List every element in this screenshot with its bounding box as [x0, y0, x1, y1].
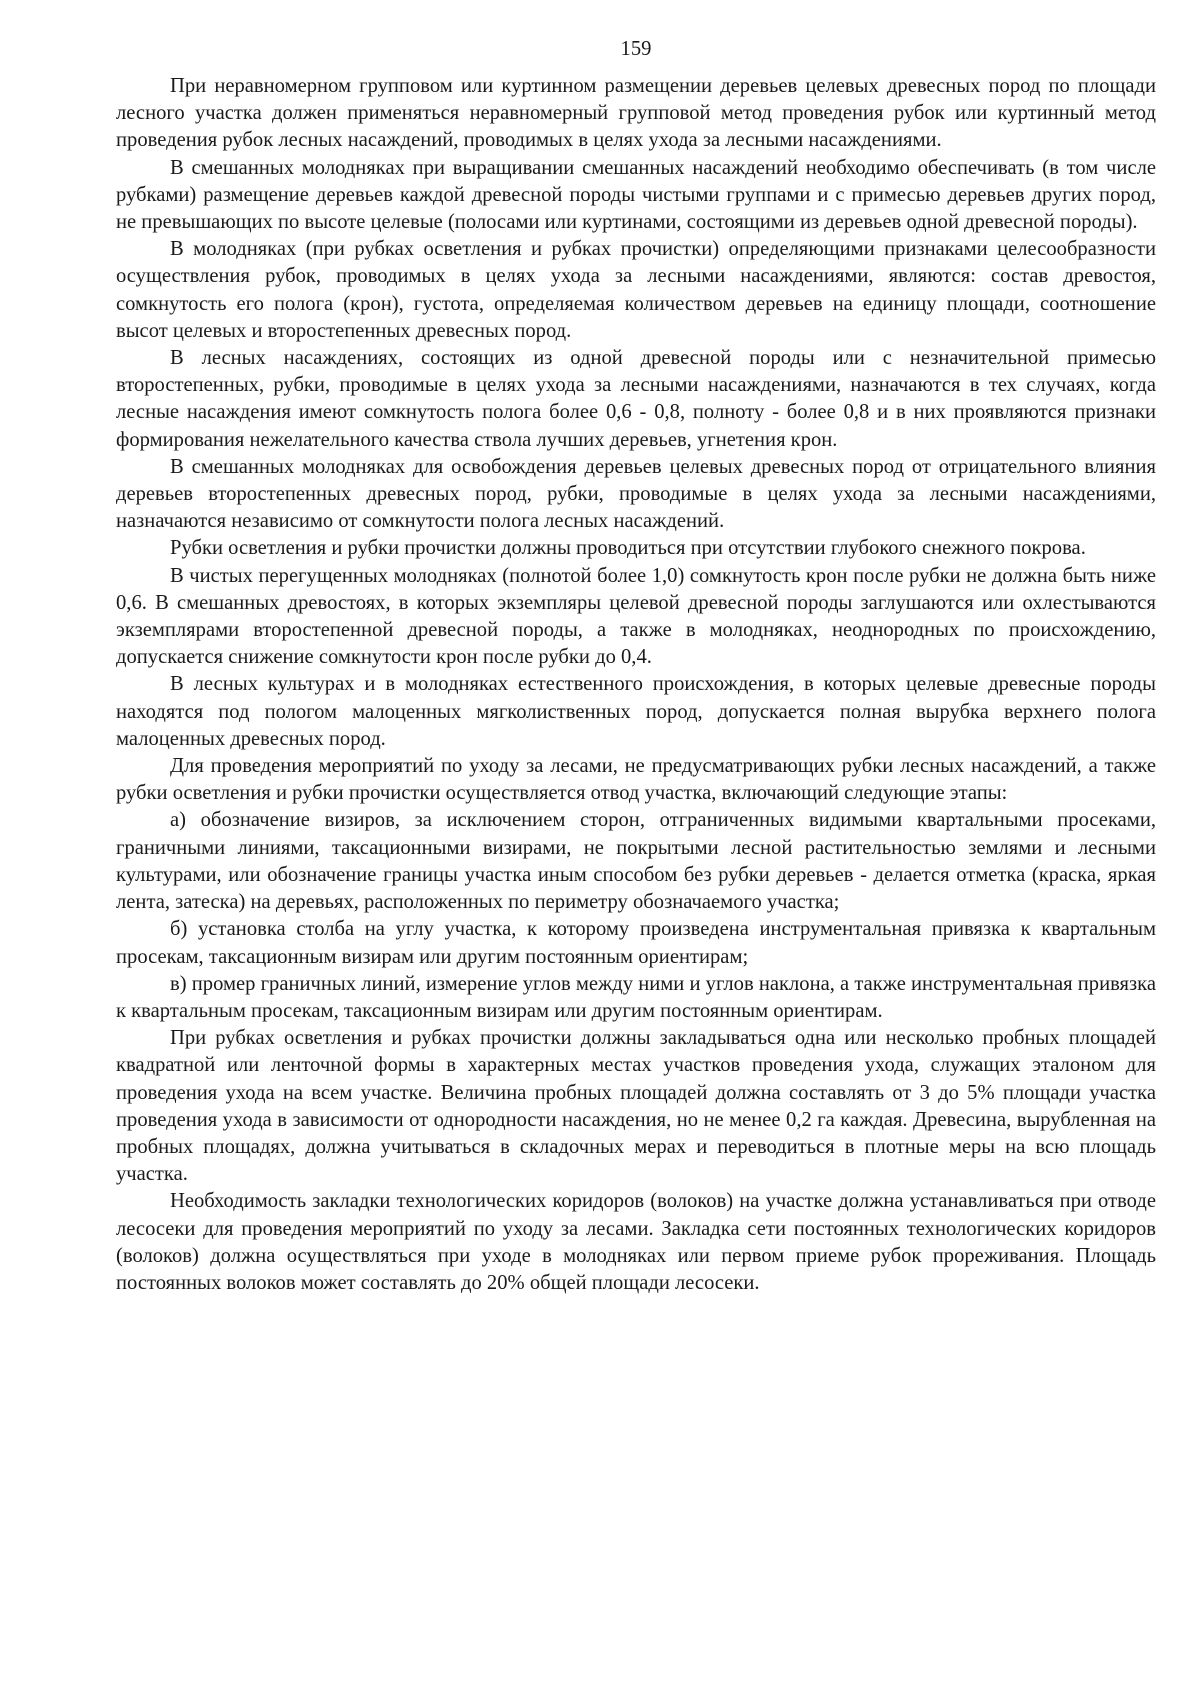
list-item-a: а) обозначение визиров, за исключением сторон, отграниченных видимыми квартальными просеками, граничными линиями, таксационными визирами, не покрытыми лесной растительностью землями и лесными культурами, или обозначение границы участка иным способом без рубки деревьев - делается отметка (краска, яркая лента, затеска) на деревьях, расположенных по периметру обозначаемого участка; — [116, 809, 1156, 914]
list-item-c: в) промер граничных линий, измерение углов между ними и углов наклона, а также инструментальная привязка к квартальным просекам, таксационным визирам или другим постоянным ориентирам. — [116, 972, 1156, 1022]
list-item-b: б) установка столба на углу участка, к которому произведена инструментальная привязка к квартальным просекам, таксационным визирам или другим постоянным ориентирам; — [116, 918, 1156, 968]
paragraph-upper-canopy-removal: В лесных культурах и в молодняках естественного происхождения, в которых целевые древесные породы находятся под пологом малоценных мягколиственных пород, допускается полная вырубка верхнего полога малоценных древесных пород. — [116, 673, 1156, 750]
paragraph-mixed-young-stands: В смешанных молодняках при выращивании смешанных насаждений необходимо обеспечивать (в том числе рубками) размещение деревьев каждой древесной породы чистыми группами и с примесью деревьев других пород, не превышающих по высоте целевые (полосами или куртинами, состоящими из деревьев одной древесной породы). — [116, 156, 1156, 234]
paragraph-group-cutting-method: При неравномерном групповом или куртинном размещении деревьев целевых древесных пород по площади лесного участка должен применяться неравномерный групповой метод проведения рубок или куртинный метод проведения рубок лесных насаждений, проводимых в целях ухода за лесными насаждениями. — [116, 75, 1156, 152]
paragraph-sample-plots: При рубках осветления и рубках прочистки должны закладываться одна или несколько пробных площадей квадратной или ленточной формы в характерных местах участков проведения ухода, служащих эталоном для проведения ухода на всем участке. Величина пробных площадей должна составлять от 3 до 5% площади участка проведения ухода в зависимости от однородности насаждения, но не менее 0,2 га каждая. Древесина, вырубленная на пробных площадях, должна учитываться в складочных мерах и переводиться в плотные меры на всю площадь участка. — [116, 1027, 1156, 1186]
document-page — [116, 36, 1156, 1297]
paragraph-release-of-target-trees: В смешанных молодняках для освобождения деревьев целевых древесных пород от отрицательного влияния деревьев второстепенных древесных пород, рубки, проводимые в целях ухода за лесными насаждениями, назначаются независимо от сомкнутости полога лесных насаждений. — [116, 455, 1156, 533]
paragraph-overstocked-stands: В чистых перегущенных молодняках (полнотой более 1,0) сомкнутость крон после рубки не должна быть ниже 0,6. В смешанных древостоях, в которых экземпляры целевой древесной породы заглушаются или охлестываются экземплярами второстепенной древесной породы, а также в молодняках, неоднородных по происхождению, допускается снижение сомкнутости крон после рубки до 0,4. — [116, 564, 1156, 669]
paragraph-plot-allotment: Для проведения мероприятий по уходу за лесами, не предусматривающих рубки лесных насаждений, а также рубки осветления и рубки прочистки осуществляется отвод участка, включающий следующие этапы: — [116, 755, 1156, 805]
paragraph-skid-trails: Необходимость закладки технологических коридоров (волоков) на участке должна устанавливаться при отводе лесосеки для проведения мероприятий по уходу за лесами. Закладка сети постоянных технологических коридоров (волоков) должна осуществляться при уходе в молодняках или первом приеме рубок прореживания. Площадь постоянных волоков может составлять до 20% общей площади лесосеки. — [116, 1190, 1156, 1294]
paragraph-snow-cover: Рубки осветления и рубки прочистки должны проводиться при отсутствии глубокого снежного покрова. — [170, 537, 1086, 560]
paragraph-single-species-stands: В лесных насаждениях, состоящих из одной древесной породы или с незначительной примесью второстепенных, рубки, проводимые в целях ухода за лесными насаждениями, назначаются в тех случаях, когда лесные насаждения имеют сомкнутость полога более 0,6 - 0,8, полноту - более 0,8 и в них проявляются признаки формирования нежелательного качества ствола лучших деревьев, угнетения крон. — [116, 347, 1156, 451]
page-number: 159 — [620, 38, 652, 60]
paragraph-determining-features: В молодняках (при рубках осветления и рубках прочистки) определяющими признаками целесообразности осуществления рубок, проводимых в целях ухода за лесными насаждениями, являются: состав древостоя, сомкнутость его полога (крон), густота, определяемая количеством деревьев на единицу площади, соотношение высот целевых и второстепенных древесных пород. — [116, 238, 1156, 342]
